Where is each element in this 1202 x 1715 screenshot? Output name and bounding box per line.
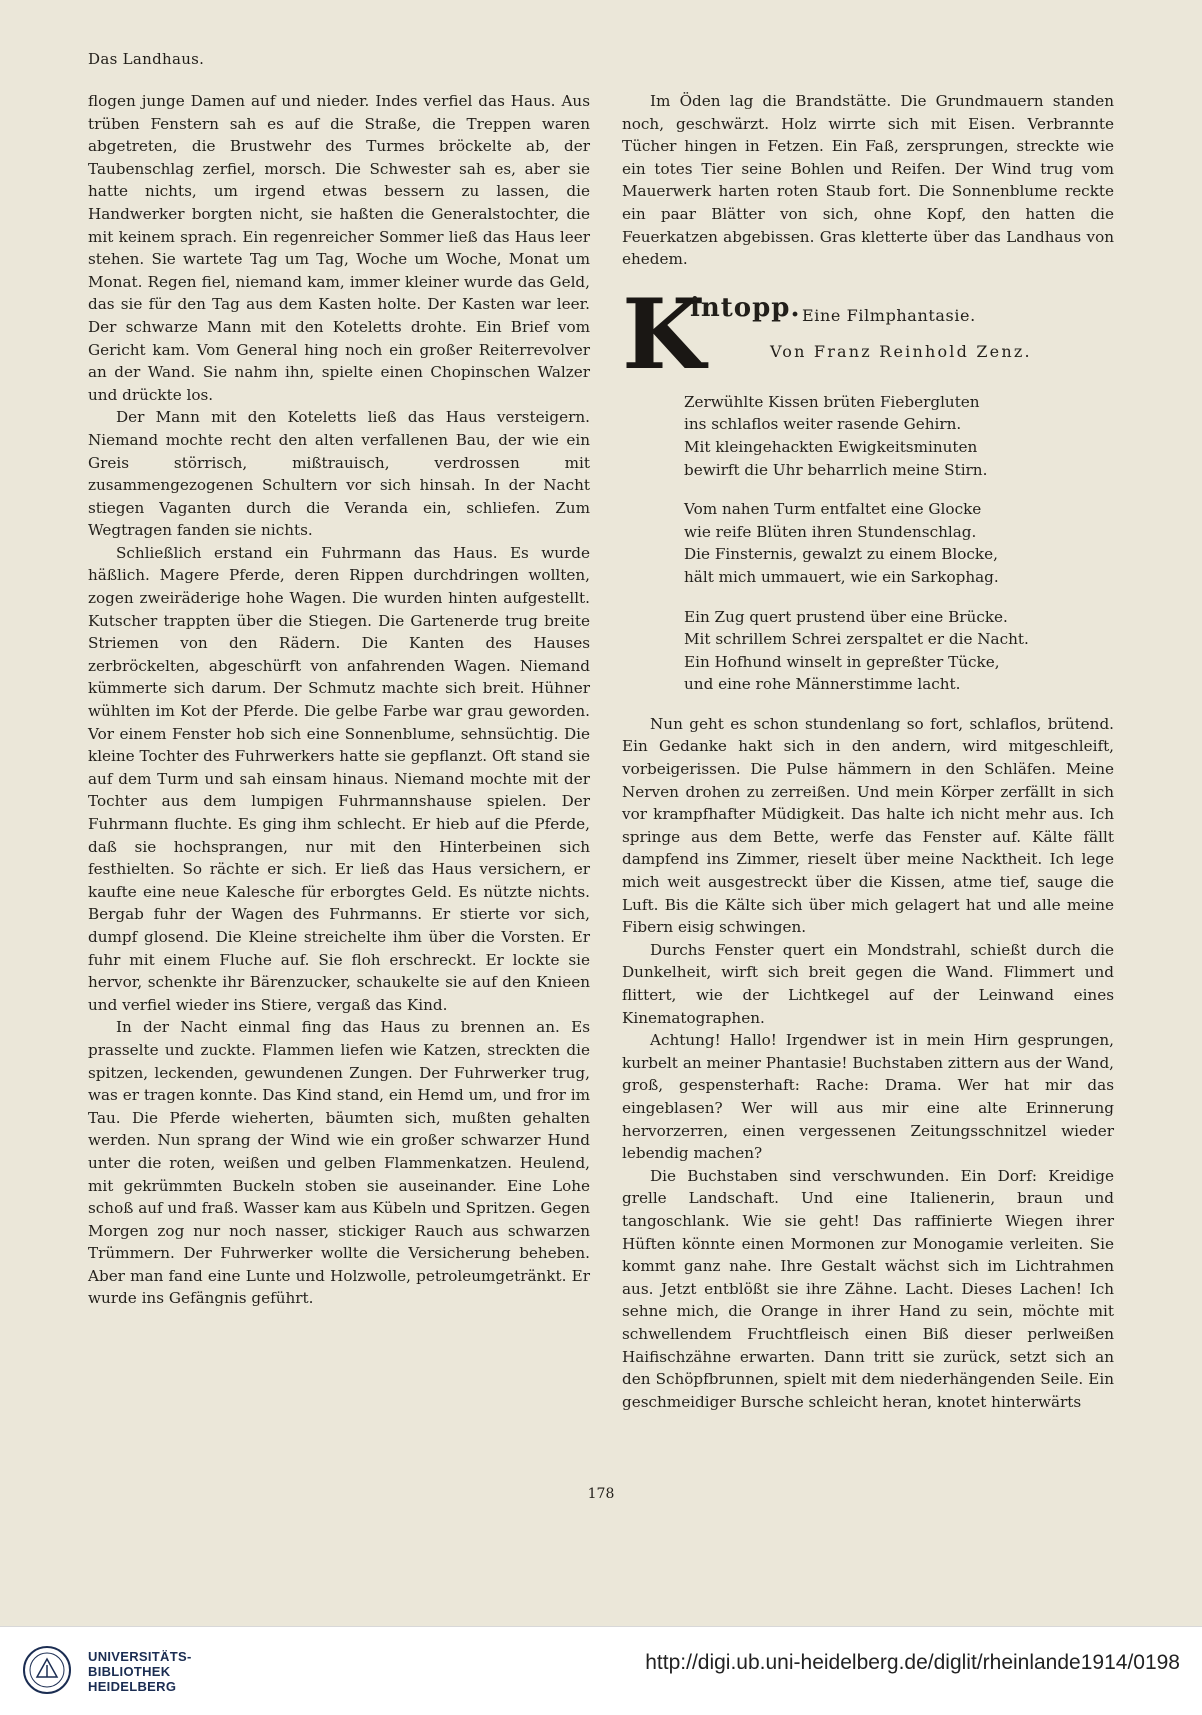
poem-line: Die Finsternis, gewalzt zu einem Blocke, (684, 545, 998, 564)
paragraph: Nun geht es schon stundenlang so fort, schlaflos, brütend. Ein Gedanke hakt sich in den andern, wird mitgeschleift, vorbeigerissen. Die Pulse hämmern in den Schläfen. Meine Nerven drohen zu zerreißen. Und mein Körper zerfällt in sich vor krampfhafter Müdigkeit. Das halte ich nicht mehr aus. Ich springe aus dem Bette, werfe das Fenster auf. Kälte fällt dampfend ins Zimmer, rieselt über meine Nacktheit. Ich lege mich weit ausgestreckt über die Kissen, atme tief, sauge die Luft. Bis die Kälte sich über mich gelagert hat und alle meine Fibern eisig schwingen. (622, 714, 1114, 937)
poem-stanza (684, 606, 1114, 696)
poem-line: hält mich ummauert, wie ein Sarkophag. (684, 567, 999, 586)
poem-line: und eine rohe Männerstimme lacht. (684, 675, 961, 694)
poem-line: wie reife Blüten ihren Stundenschlag. (684, 522, 977, 541)
page-number: 178 (587, 1486, 615, 1502)
article-title: intopp. (690, 292, 801, 323)
poem-line: ins schlaflos weiter rasende Gehirn. (684, 415, 962, 434)
paragraph: Die Buchstaben sind verschwunden. Ein Dorf: Kreidige grelle Landschaft. Und eine Italienerin, braun und tangoschlank. Wie sie geht! Das raffinierte Wiegen ihrer Hüften könnte einen Mormonen zur Monogamie verleiten. Sie kommt ganz nahe. Ihre Gestalt wächst sich im Lichtrahmen aus. Jetzt entblößt sie ihre Zähne. Lacht. Dieses Lachen! Ich sehne mich, die Orange in ihrer Hand zu sein, möchte mit schwellendem Fruchtfleisch einen Biß dieser perlweißen Haifischzähne erwarten. Dann tritt sie zurück, setzt sich an den Schöpfbrunnen, spielt mit dem niederhängenden Seile. Ein geschmeidiger Bursche schleicht heran, knotet hinterwärts (622, 1166, 1114, 1411)
paragraph: flogen junge Damen auf und nieder. Indes verfiel das Haus. Aus trüben Fenstern sah es auf die Straße, die Treppen waren abgetreten, die Brustwehr des Turmes bröckelte ab, der Taubenschlag zerfiel, morsch. Die Schwester sah es, aber sie hatte nichts, um irgend etwas bessern zu lassen, die Handwerker borgten nicht, sie haßten die Generalstochter, die mit keinem sprach. Ein regenreicher Sommer ließ das Haus leer stehen. Sie wartete Tag um Tag, Woche um Woche, Monat um Monat. Regen fiel, niemand kam, immer kleiner wurde das Geld, das sie für den Tag aus dem Kasten holte. Der Kasten war leer. Der schwarze Mann mit den Koteletts drohte. Ein Brief vom Gericht kam. Vom General hing noch ein großer Reiterrevolver an der Wand. Sie nahm ihn, spielte einen Chopinschen Walzer und drückte los. (88, 92, 590, 404)
running-head: Das Landhaus. (88, 50, 205, 68)
article-byline: Von Franz Reinhold Zenz. (770, 341, 1032, 361)
article-subtitle: Eine Filmphantasie. (802, 305, 976, 325)
article-heading (622, 277, 1114, 391)
paragraph: Durchs Fenster quert ein Mondstrahl, schießt durch die Dunkelheit, wirft sich breit gegen die Wand. Flimmert und flittert, wie der Lichtkegel auf der Leinwand eines Kinematographen. (622, 940, 1114, 1027)
drop-cap: K (622, 277, 706, 391)
poem-stanza (684, 498, 1114, 588)
paragraph: In der Nacht einmal fing das Haus zu brennen an. Es prasselte und zuckte. Flammen liefen wie Katzen, streckten die spitzen, leckenden, gewundenen Zungen. Der Fuhrwerker trug, was er tragen konnte. Das Kind stand, ein Hemd um, und fror im Tau. Die Pferde wieherten, bäumten sich, mußten gehalten werden. Nun sprang der Wind wie ein großer schwarzer Hund unter die roten, weißen und gelben Flammenkatzen. Heulend, mit gekrümmten Buckeln stoben sie auseinander. Eine Lohe schoß auf und fraß. Wasser kam aus Kübeln und Spritzen. Gegen Morgen zog nur noch nasser, stickiger Rauch aus schwarzen Trümmern. Der Fuhrwerker wollte die Versicherung beheben. Aber man fand eine Lunte und Holzwolle, petroleumgetränkt. Er wurde ins Gefängnis geführt. (88, 1018, 590, 1308)
right-column (622, 90, 1114, 1413)
paragraph: Schließlich erstand ein Fuhrmann das Haus. Es wurde häßlich. Magere Pferde, deren Rippen durchdringen wollten, zogen zweiräderige hohe Wagen. Die wurden hinten aufgestellt. Kutscher trappten über die Stiegen. Die Gartenerde trug breite Striemen von den Rädern. Die Kanten des Hauses zerbröckelten, abgeschürft von anfahrenden Wagen. Niemand kümmerte sich darum. Der Schmutz machte sich breit. Hühner wühlten im Kot der Pferde. Die gelbe Farbe war grau geworden. Vor einem Fenster hob sich eine Sonnenblume, sehnsüchtig. Die kleine Tochter des Fuhrwerkers hatte sie gepflanzt. Oft stand sie auf dem Turm und sah einsam hinaus. Niemand mochte mit der Tochter aus dem lumpigen Fuhrmannshause spielen. Der Fuhrmann fluchte. Es ging ihm schlecht. Er hieb auf die Pferde, daß sie hochsprangen, nur mit den Hinterbeinen sich festhielten. So rächte er sich. Er ließ das Haus versichern, er kaufte eine neue Kalesche für erborgtes Geld. Es nützte nichts. Bergab fuhr der Wagen des Fuhrmanns. Er stierte vor sich, dumpf glosend. Die Kleine streichelte ihm über die Vorsten. Er fuhr mit einem Fluche auf. Sie floh erschreckt. Er lockte sie hervor, schenkte ihr Bärenzucker, schaukelte sie auf den Knieen und verfiel wieder ins Stiere, vergaß das Kind. (88, 543, 590, 1014)
paragraph: Achtung! Hallo! Irgendwer ist in mein Hirn gesprungen, kurbelt an meiner Phantasie! Buchstaben zittern aus der Wand, groß, gespensterhaft: Rache: Drama. Wer hat mir das eingeblasen? Wer will aus mir eine alte Erinnerung hervorzerren, einen vergessenen Zeitungsschnitzel wieder lebendig machen? (622, 1031, 1114, 1163)
poem-line: bewirft die Uhr beharrlich meine Stirn. (684, 460, 988, 479)
paragraph: Im Öden lag die Brandstätte. Die Grundmauern standen noch, geschwärzt. Holz wirrte sich mit Eisen. Verbrannte Tücher hingen in Fetzen. Ein Faß, zersprungen, streckte wie ein totes Tier seine Bohlen und Reifen. Der Wind trug vom Mauerwerk harten roten Staub fort. Die Sonnenblume reckte ein paar Blätter von sich, ohne Kopf, den hatten die Feuerkatzen abgebissen. Gras kletterte über das Landhaus von ehedem. (622, 92, 1114, 269)
paragraph: Der Mann mit den Koteletts ließ das Haus versteigern. Niemand mochte recht den alten verfallenen Bau, der wie ein Greis störrisch, mißtrauisch, verdrossen mit zusammengezogenen Schultern vor sich hinsah. In der Nacht stiegen Vaganten durch die Veranda ein, schliefen. Zum Wegtragen fanden sie nichts. (88, 408, 590, 540)
institution-line: BIBLIOTHEK (88, 1664, 171, 1679)
poem-line: Ein Zug quert prustend über eine Brücke. (684, 607, 1008, 626)
institution-name (88, 1649, 192, 1694)
institution-line: UNIVERSITÄTS- (88, 1649, 192, 1664)
poem-line: Zerwühlte Kissen brüten Fiebergluten (684, 392, 980, 411)
poem (684, 391, 1114, 696)
university-seal-icon (22, 1645, 72, 1695)
source-url[interactable]: http://digi.ub.uni-heidelberg.de/diglit/rheinlande1914/0198 (645, 1651, 1180, 1674)
viewer-footer (0, 1626, 1202, 1715)
poem-stanza (684, 391, 1114, 481)
poem-line: Vom nahen Turm entfaltet eine Glocke (684, 500, 982, 519)
left-column (88, 90, 590, 1310)
poem-line: Mit schrillem Schrei zerspaltet er die Nacht. (684, 630, 1029, 649)
poem-line: Mit kleingehackten Ewigkeitsminuten (684, 437, 978, 456)
poem-line: Ein Hofhund winselt in gepreßter Tücke, (684, 652, 1000, 671)
institution-line: HEIDELBERG (88, 1679, 177, 1694)
